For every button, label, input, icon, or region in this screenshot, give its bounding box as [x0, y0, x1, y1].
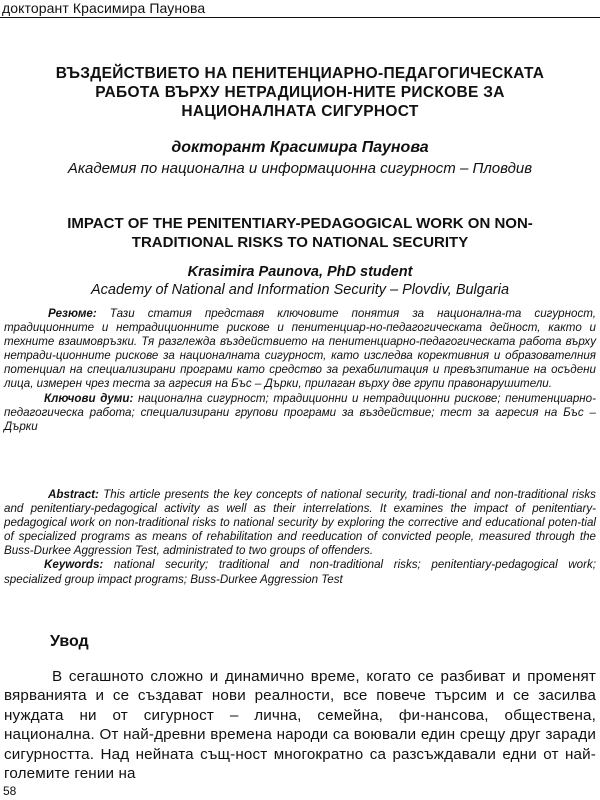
abstract-bg-label: Резюме:: [48, 307, 97, 320]
abstract-en-text: This article presents the key concepts of national security, tradi-tional and non-traditional risks and penitentiary-pedagogical activity as well as their interrelations. It examines the impact of penitentiary-pedagogical work on non-traditional risks to national security by exploring the corrective and educational poten-tial of specialized programs as means of rehabilitation and reeducation of convicted people, measured through the Buss-Durkee Aggression Test, administrated to two groups of offenders.: [4, 488, 596, 558]
running-header: [0, 0, 600, 18]
keywords-en-label: Keywords:: [44, 558, 104, 572]
section-heading-introduction: Увод: [50, 633, 89, 650]
abstract-bg: [4, 307, 596, 434]
keywords-bg-text: национална сигурност; традиционни и нетрадиционни рискове; пенитенциарно-педагогическа работа; специализирани групови програми за въздействие; тест за агресия на Бъс – Дърки: [4, 391, 596, 433]
body-text: [4, 667, 596, 783]
running-header-text: докторант Красимира Паунова: [2, 0, 206, 16]
abstract-en-paragraph: [4, 488, 596, 558]
abstract-bg-paragraph: [4, 307, 596, 392]
keywords-bg-label: Ключови думи:: [44, 391, 134, 405]
affiliation-bg: Академия по национална и информационна сигурност – Пловдив: [67, 160, 533, 177]
abstract-en: [4, 488, 596, 587]
author-name-en: Krasimira Paunova, PhD student: [187, 264, 413, 280]
page-number: 58: [3, 784, 17, 798]
article-title-bg: ВЪЗДЕЙСТВИЕТО НА ПЕНИТЕНЦИАРНО-ПЕДАГОГИЧЕСКАТА РАБОТА ВЪРХУ НЕТРАДИЦИОН-НИТЕ РИСКОВЕ ЗА НАЦИОНАЛНАТА СИГУРНОСТ: [55, 65, 545, 120]
keywords-bg-paragraph: [4, 392, 596, 434]
body-paragraph: В сегашното сложно и динамично време, когато се разбиват и променят вярванията и се създават нови реалности, все повече търсим и се засилва нуждата ни от сигурност – лична, семейна, фи-нансова, обществена, национална. От най-древни времена народи са воювали един срещу друг заради сигурността. Над нейната същ-ност многократно са разсъждавали едни от най-големите гении на: [4, 668, 596, 783]
author-name-bg: докторант Красимира Паунова: [171, 139, 429, 156]
abstract-en-label: Abstract:: [48, 488, 99, 501]
keywords-en-paragraph: [4, 558, 596, 586]
abstract-bg-text: Тази статия представя ключовите понятия за национална-та сигурност, традиционните и нетрадиционните рискове и пенитенциар-но-педагогическата дейност, както и техните взаимовръзки. Тя разглежда въздействието на пенитенциарно-педагогическата работа върху нетради-ционните рискове за националната сигурност, като изследва корективния и образователния потенциал на специализирани програми като средство за рехабилитация и превъзпитание на осъдени лица, измерен чрез теста за агресия на Бъс – Дърки, прилаган върху две групи правонарушители.: [4, 307, 596, 391]
article-title-en: IMPACT OF THE PENITENTIARY-PEDAGOGICAL WORK ON NON-TRADITIONAL RISKS TO NATIONAL SECURITY: [67, 215, 533, 251]
keywords-en-text: national security; traditional and non-traditional risks; penitentiary-pedagogical work; specialized group impact programs; Buss-Durkee Aggression Test: [4, 558, 596, 586]
affiliation-en: Academy of National and Information Security – Plovdiv, Bulgaria: [90, 282, 510, 298]
